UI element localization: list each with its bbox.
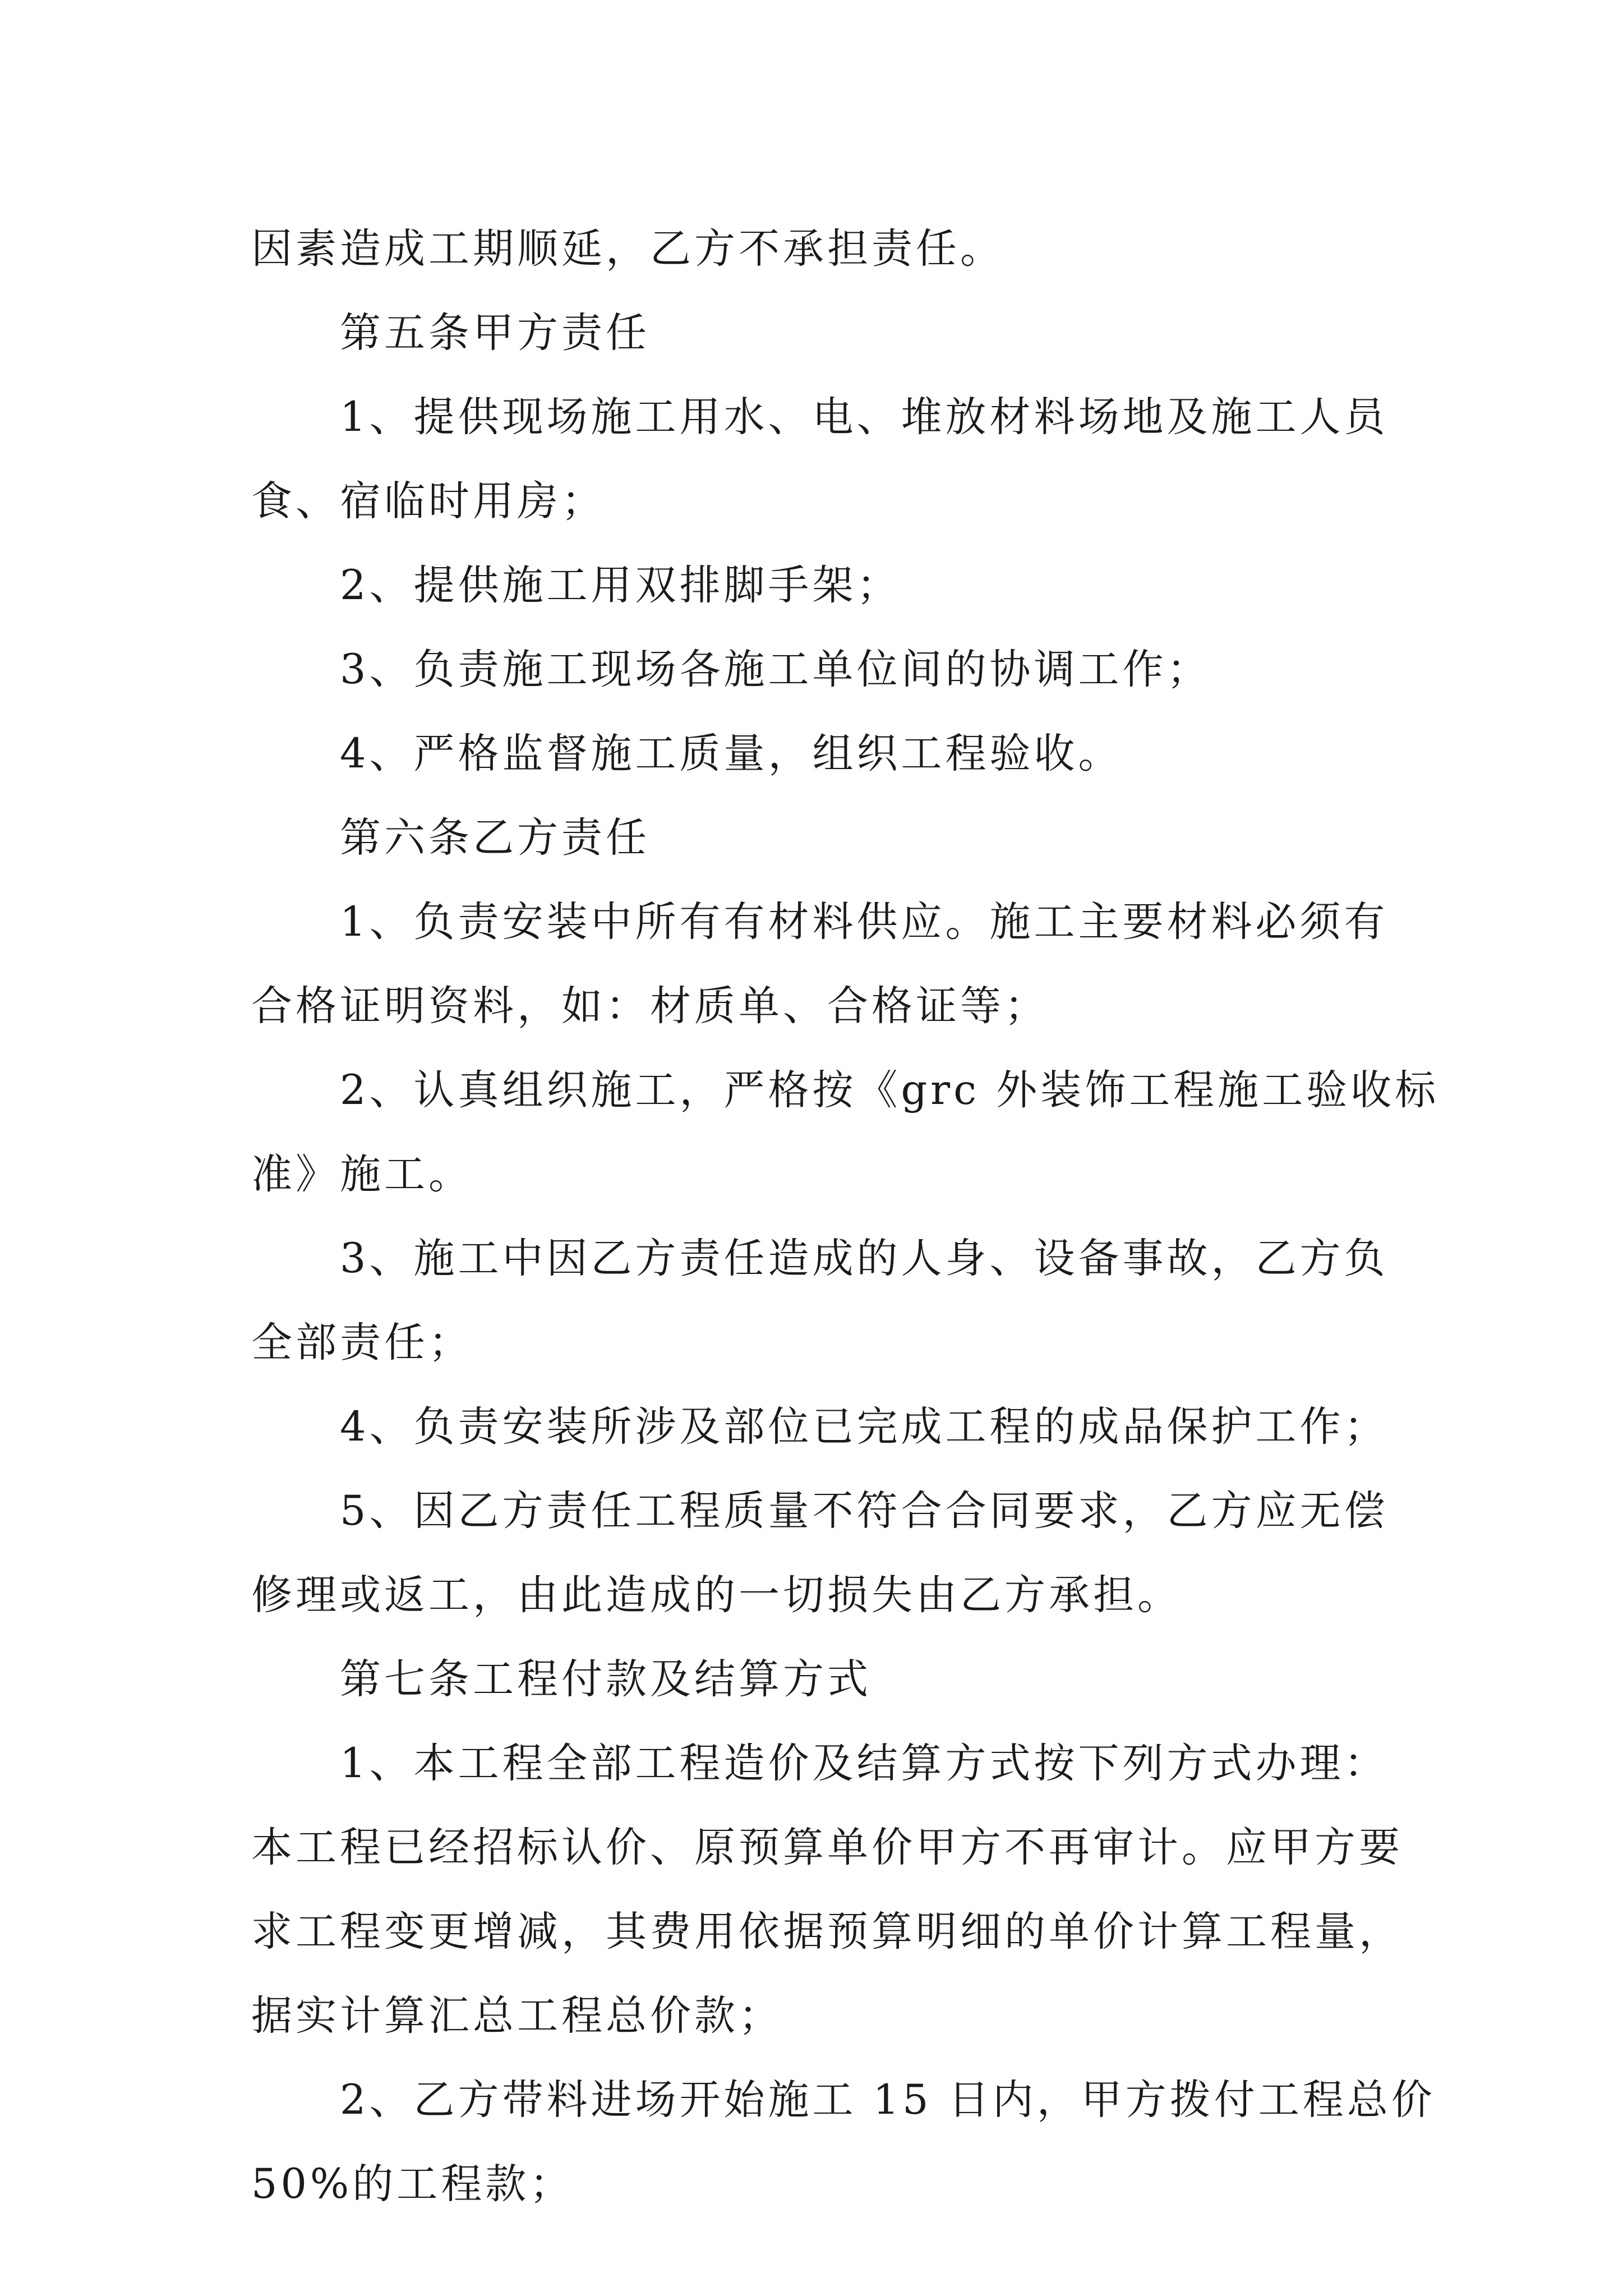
- text-line: 5、因乙方责任工程质量不符合合同要求，乙方应无偿: [340, 1487, 1389, 1535]
- text-line: 2、乙方带料进场开始施工 15 日内，甲方拨付工程总价: [340, 2076, 1436, 2124]
- section-heading-article-7: 第七条工程付款及结算方式: [340, 1655, 872, 1703]
- text-line: 准》施工。: [251, 1151, 473, 1198]
- text-line: 3、施工中因乙方责任造成的人身、设备事故，乙方负: [340, 1235, 1389, 1282]
- text-line: 1、本工程全部工程造价及结算方式按下列方式办理：: [340, 1740, 1389, 1787]
- text-line: 2、认真组织施工，严格按《grc 外装饰工程施工验收标: [340, 1066, 1440, 1114]
- text-line: 修理或返工，由此造成的一切损失由乙方承担。: [251, 1571, 1182, 1619]
- section-heading-article-6: 第六条乙方责任: [340, 814, 650, 862]
- text-line: 1、负责安装中所有有材料供应。施工主要材料必须有: [340, 898, 1389, 946]
- text-line: 合格证明资料，如：材质单、合格证等；: [251, 982, 1049, 1030]
- text-line: 全部责任；: [251, 1319, 473, 1366]
- text-line: 2、提供施工用双排脚手架；: [340, 562, 901, 609]
- text-line: 本工程已经招标认价、原预算单价甲方不再审计。应甲方要: [251, 1824, 1403, 1871]
- text-line: 4、严格监督施工质量，组织工程验收。: [340, 730, 1123, 777]
- text-line: 食、宿临时用房；: [251, 477, 606, 525]
- section-heading-article-5: 第五条甲方责任: [340, 309, 650, 357]
- text-line: 3、负责施工现场各施工单位间的协调工作；: [340, 646, 1211, 693]
- text-line: 50%的工程款；: [251, 2160, 574, 2208]
- text-line: 因素造成工期顺延，乙方不承担责任。: [251, 225, 1004, 273]
- document-body: [251, 207, 1440, 2226]
- text-line: 求工程变更增减，其费用依据预算明细的单价计算工程量，: [251, 1908, 1403, 1955]
- text-line: 4、负责安装所涉及部位已完成工程的成品保护工作；: [340, 1403, 1389, 1451]
- text-line: 1、提供现场施工用水、电、堆放材料场地及施工人员: [340, 393, 1389, 441]
- text-line: 据实计算汇总工程总价款；: [251, 1992, 783, 2040]
